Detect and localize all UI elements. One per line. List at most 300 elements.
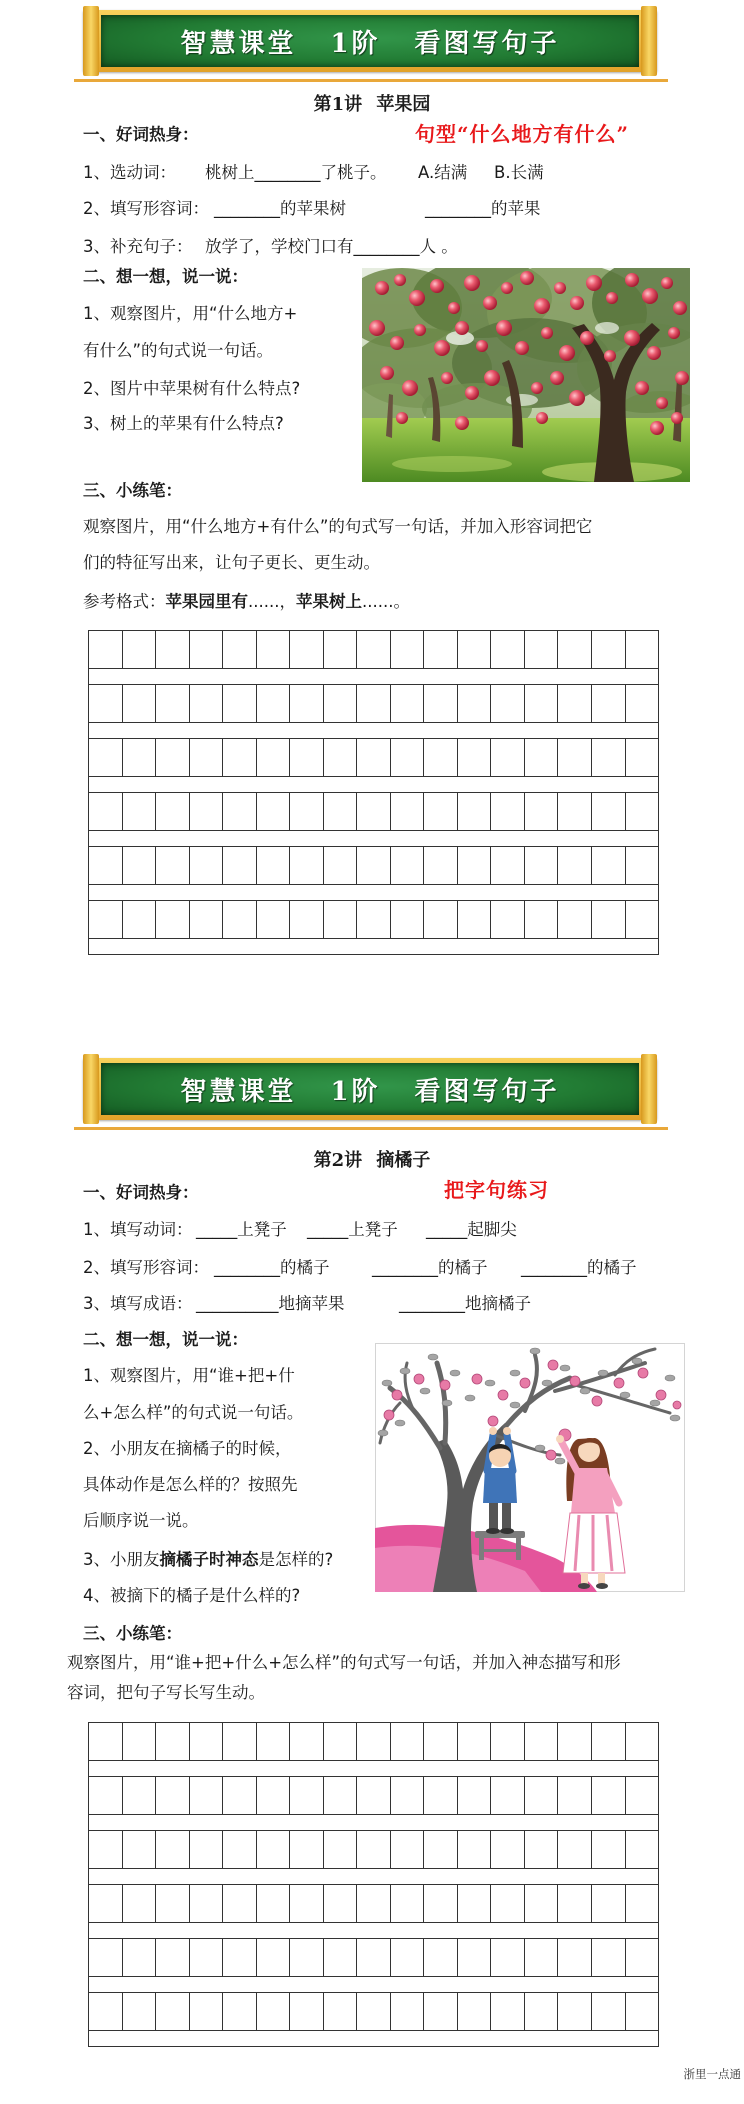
grid-cell	[491, 1777, 525, 1814]
discuss-line: 具体动作是怎么样的？按照先	[83, 1475, 298, 1494]
grid-cell	[391, 847, 425, 884]
grid-cell	[223, 1939, 257, 1976]
q2-blank-1: ________的苹果树	[214, 199, 346, 218]
grid-cell	[525, 739, 559, 776]
grid-cell	[190, 847, 224, 884]
grid-cell	[525, 1777, 559, 1814]
grid-cell	[458, 1777, 492, 1814]
grid-cell	[558, 847, 592, 884]
q3-label: 3、补充句子：	[83, 237, 193, 256]
grid-cell	[223, 1723, 257, 1760]
discuss-heading: 二、想一想，说一说：	[83, 267, 248, 286]
discuss-line: 3、树上的苹果有什么特点?	[83, 414, 284, 433]
grid-cell	[558, 685, 592, 722]
grid-spacer-strip	[89, 939, 658, 954]
grid-cell	[324, 1831, 358, 1868]
practice-line: 观察图片，用“谁+把+什么+怎么样”的句式写一句话，并加入神态描写和形	[67, 1653, 621, 1672]
banner-subject: 看图写句子	[414, 28, 560, 59]
grid-cell	[592, 631, 626, 668]
grid-cell	[558, 1993, 592, 2030]
grid-cell	[156, 1777, 190, 1814]
discuss-line: 2、图片中苹果树有什么特点?	[83, 379, 301, 398]
practice-heading: 三、小练笔：	[83, 481, 182, 500]
grid-cell	[156, 1993, 190, 2030]
grid-cell	[357, 1885, 391, 1922]
grid-spacer-strip	[89, 2031, 658, 2046]
grid-cell	[458, 1723, 492, 1760]
sentence-pattern-label: 句型“什么地方有什么”	[415, 122, 630, 146]
grid-cell	[558, 1777, 592, 1814]
grid-cell	[424, 685, 458, 722]
grid-cell	[156, 631, 190, 668]
grid-cell	[458, 1993, 492, 2030]
grid-cell	[190, 739, 224, 776]
grid-cell	[190, 1831, 224, 1868]
grid-cell	[626, 901, 659, 938]
banner-subject: 看图写句子	[414, 1076, 560, 1107]
grid-cell	[123, 685, 157, 722]
grid-cell	[592, 847, 626, 884]
banner-text	[101, 15, 639, 67]
grid-cell	[89, 685, 123, 722]
banner-post-left	[83, 6, 99, 76]
q3-prefix: 3、小朋友	[83, 1550, 160, 1569]
grid-cell	[357, 739, 391, 776]
grid-cell	[324, 793, 358, 830]
grid-row	[89, 685, 658, 723]
grid-cell	[558, 1723, 592, 1760]
grid-cell	[558, 739, 592, 776]
grid-cell	[156, 1939, 190, 1976]
grid-cell	[290, 1831, 324, 1868]
writing-grid-lesson2	[88, 1722, 659, 2047]
grid-cell	[257, 793, 291, 830]
grid-cell	[324, 631, 358, 668]
discuss-line: 1、观察图片，用“什么地方+	[83, 304, 298, 323]
grid-cell	[458, 739, 492, 776]
q3-blank-2: ________地摘橘子	[399, 1294, 531, 1313]
grid-cell	[223, 901, 257, 938]
discuss-line: 2、小朋友在摘橘子的时候，	[83, 1439, 292, 1458]
grid-cell	[324, 1993, 358, 2030]
grid-cell	[223, 847, 257, 884]
grid-cell	[290, 793, 324, 830]
grid-row	[89, 1939, 658, 1977]
grid-cell	[391, 685, 425, 722]
grid-cell	[592, 1723, 626, 1760]
grid-spacer-strip	[89, 1815, 658, 1831]
reference-text: ......，	[248, 592, 296, 611]
grid-cell	[391, 739, 425, 776]
grid-cell	[89, 793, 123, 830]
grid-cell	[626, 631, 659, 668]
grid-cell	[391, 1939, 425, 1976]
grid-cell	[89, 1939, 123, 1976]
grid-cell	[223, 1885, 257, 1922]
grid-cell	[391, 1831, 425, 1868]
grid-cell	[190, 1939, 224, 1976]
grid-cell	[89, 1777, 123, 1814]
grid-cell	[290, 1885, 324, 1922]
q2-label: 2、填写形容词：	[83, 199, 209, 218]
grid-spacer-strip	[89, 1761, 658, 1777]
grid-cell	[391, 1885, 425, 1922]
grid-cell	[357, 1831, 391, 1868]
grid-cell	[558, 1885, 592, 1922]
grid-cell	[89, 847, 123, 884]
grid-cell	[458, 1831, 492, 1868]
grid-cell	[89, 1993, 123, 2030]
q3-suffix: 是怎样的?	[258, 1550, 334, 1569]
grid-cell	[525, 901, 559, 938]
grid-cell	[626, 1885, 659, 1922]
grid-cell	[257, 847, 291, 884]
grid-cell	[626, 847, 659, 884]
grid-spacer-strip	[89, 777, 658, 793]
reference-bold: 苹果树上	[295, 592, 362, 611]
reference-format	[83, 591, 410, 613]
grid-cell	[89, 901, 123, 938]
grid-cell	[626, 1993, 659, 2030]
grid-cell	[223, 631, 257, 668]
grid-cell	[391, 901, 425, 938]
grid-cell	[491, 1885, 525, 1922]
grid-cell	[391, 1993, 425, 2030]
grid-cell	[223, 739, 257, 776]
grid-spacer-strip	[89, 885, 658, 901]
grid-cell	[424, 1939, 458, 1976]
lesson1-banner	[83, 6, 657, 76]
grid-cell	[626, 685, 659, 722]
grid-cell	[324, 1723, 358, 1760]
grid-cell	[491, 1723, 525, 1760]
grid-cell	[190, 1885, 224, 1922]
grid-cell	[290, 1993, 324, 2030]
grid-cell	[257, 1831, 291, 1868]
grid-spacer-strip	[89, 723, 658, 739]
lesson1-title: 第1讲 苹果园	[313, 94, 431, 115]
grid-cell	[391, 793, 425, 830]
grid-cell	[558, 631, 592, 668]
q3-blank-1: __________地摘苹果	[196, 1294, 345, 1313]
grid-cell	[156, 1885, 190, 1922]
picking-oranges-illustration	[375, 1343, 685, 1592]
grid-cell	[458, 847, 492, 884]
grid-cell	[525, 793, 559, 830]
grid-row	[89, 847, 658, 885]
warmup-heading: 一、好词热身：	[83, 125, 199, 144]
grid-cell	[123, 847, 157, 884]
grid-cell	[424, 793, 458, 830]
q2-blank-3: ________的橘子	[521, 1258, 637, 1277]
grid-cell	[190, 1723, 224, 1760]
q1-label: 1、填写动词：	[83, 1220, 193, 1239]
grid-cell	[592, 1831, 626, 1868]
grid-cell	[324, 685, 358, 722]
grid-cell	[592, 1939, 626, 1976]
grid-cell	[525, 1831, 559, 1868]
grid-cell	[357, 901, 391, 938]
grid-cell	[324, 1885, 358, 1922]
grid-cell	[357, 1777, 391, 1814]
q1-option-b: B.长满	[494, 163, 544, 182]
practice-line: 们的特征写出来，让句子更长、更生动。	[83, 553, 380, 572]
grid-cell	[324, 847, 358, 884]
lesson2-banner	[83, 1054, 657, 1124]
footer-watermark: 浙里一点通	[683, 2067, 741, 2081]
grid-cell	[558, 1939, 592, 1976]
grid-cell	[223, 793, 257, 830]
grid-cell	[391, 1777, 425, 1814]
q2-blank-1: ________的橘子	[214, 1258, 330, 1277]
grid-cell	[525, 685, 559, 722]
grid-cell	[257, 1993, 291, 2030]
grid-cell	[257, 631, 291, 668]
grid-cell	[257, 739, 291, 776]
grid-cell	[525, 1939, 559, 1976]
q1-sentence: 桃树上________了桃子。	[205, 163, 387, 182]
grid-spacer-strip	[89, 1869, 658, 1885]
grid-cell	[458, 1885, 492, 1922]
grid-cell	[123, 1885, 157, 1922]
grid-cell	[424, 1723, 458, 1760]
banner-post-right	[641, 1054, 657, 1124]
grid-cell	[156, 847, 190, 884]
reference-text: ......。	[361, 592, 410, 611]
grid-cell	[525, 1885, 559, 1922]
grid-spacer-strip	[89, 831, 658, 847]
grid-cell	[558, 901, 592, 938]
grid-cell	[525, 847, 559, 884]
grid-cell	[458, 901, 492, 938]
grid-cell	[592, 1993, 626, 2030]
grid-cell	[123, 631, 157, 668]
q1-blank-1: _____上凳子	[196, 1220, 287, 1239]
q2-blank-2: ________的苹果	[425, 199, 541, 218]
grid-cell	[290, 685, 324, 722]
discuss-line-q3	[83, 1549, 333, 1571]
grid-cell	[324, 1777, 358, 1814]
banner-level: 1阶	[330, 28, 381, 59]
grid-cell	[190, 901, 224, 938]
grid-cell	[89, 739, 123, 776]
grid-cell	[156, 1723, 190, 1760]
grid-cell	[324, 739, 358, 776]
discuss-line: 1、观察图片，用“谁+把+什	[83, 1366, 295, 1385]
grid-cell	[626, 793, 659, 830]
grid-cell	[190, 793, 224, 830]
grid-cell	[357, 1939, 391, 1976]
grid-cell	[257, 901, 291, 938]
reference-label: 参考格式：	[83, 592, 166, 611]
grid-cell	[123, 1777, 157, 1814]
discuss-line: 么+怎么样”的句式说一句话。	[83, 1403, 304, 1422]
banner-brand: 智慧课堂	[180, 28, 297, 59]
grid-cell	[424, 847, 458, 884]
grid-cell	[491, 1993, 525, 2030]
discuss-line: 有什么”的句式说一句话。	[83, 341, 274, 360]
banner-underline	[74, 1127, 668, 1130]
grid-cell	[324, 901, 358, 938]
chalkboard	[101, 1063, 639, 1115]
grid-cell	[558, 1831, 592, 1868]
discuss-line-q4: 4、被摘下的橘子是什么样的?	[83, 1586, 301, 1605]
grid-cell	[223, 1777, 257, 1814]
grid-row	[89, 739, 658, 777]
grid-cell	[290, 739, 324, 776]
grid-cell	[156, 739, 190, 776]
grid-cell	[491, 631, 525, 668]
q2-blank-2: ________的橘子	[372, 1258, 488, 1277]
q3-sentence: 放学了，学校门口有________人 。	[205, 237, 458, 256]
banner-level: 1阶	[330, 1076, 381, 1107]
grid-cell	[257, 1777, 291, 1814]
grid-cell	[592, 739, 626, 776]
grid-cell	[491, 1939, 525, 1976]
practice-line: 观察图片，用“什么地方+有什么”的句式写一句话，并加入形容词把它	[83, 517, 593, 536]
apple-orchard-photo	[362, 268, 690, 482]
grid-cell	[424, 1885, 458, 1922]
grid-cell	[156, 1831, 190, 1868]
grid-cell	[123, 1831, 157, 1868]
grid-cell	[123, 1723, 157, 1760]
banner-underline	[74, 79, 668, 82]
grid-cell	[89, 1723, 123, 1760]
grid-cell	[626, 1723, 659, 1760]
grid-cell	[223, 685, 257, 722]
grid-cell	[290, 631, 324, 668]
grid-cell	[491, 1831, 525, 1868]
grid-cell	[357, 631, 391, 668]
grid-cell	[592, 1885, 626, 1922]
grid-cell	[156, 793, 190, 830]
q1-blank-2: _____上凳子	[307, 1220, 398, 1239]
grid-cell	[357, 685, 391, 722]
grid-cell	[290, 1939, 324, 1976]
grid-cell	[357, 1993, 391, 2030]
grid-cell	[156, 901, 190, 938]
grid-cell	[357, 793, 391, 830]
grid-cell	[525, 1993, 559, 2030]
grid-row	[89, 793, 658, 831]
grid-cell	[626, 1939, 659, 1976]
warmup-heading: 一、好词热身：	[83, 1183, 199, 1202]
grid-cell	[626, 1831, 659, 1868]
q2-label: 2、填写形容词：	[83, 1258, 209, 1277]
grid-cell	[123, 1939, 157, 1976]
grid-cell	[89, 1831, 123, 1868]
discuss-heading: 二、想一想，说一说：	[83, 1330, 248, 1349]
grid-cell	[424, 901, 458, 938]
sentence-pattern-label: 把字句练习	[444, 1178, 549, 1202]
q1-label: 1、选动词：	[83, 163, 176, 182]
grid-cell	[123, 793, 157, 830]
grid-cell	[391, 631, 425, 668]
grid-cell	[458, 631, 492, 668]
grid-cell	[424, 1993, 458, 2030]
banner-text	[101, 1063, 639, 1115]
grid-cell	[491, 901, 525, 938]
grid-cell	[424, 1831, 458, 1868]
grid-cell	[290, 847, 324, 884]
grid-cell	[257, 1939, 291, 1976]
grid-cell	[491, 793, 525, 830]
grid-cell	[123, 1993, 157, 2030]
grid-cell	[391, 1723, 425, 1760]
grid-cell	[491, 739, 525, 776]
grid-cell	[525, 1723, 559, 1760]
grid-cell	[592, 793, 626, 830]
banner-post-right	[641, 6, 657, 76]
grid-cell	[424, 1777, 458, 1814]
grid-cell	[592, 901, 626, 938]
grid-cell	[491, 685, 525, 722]
grid-cell	[89, 631, 123, 668]
grid-row	[89, 1993, 658, 2031]
grid-cell	[458, 685, 492, 722]
grid-cell	[558, 793, 592, 830]
grid-spacer-strip	[89, 669, 658, 685]
grid-row	[89, 1831, 658, 1869]
grid-row	[89, 1885, 658, 1923]
grid-cell	[190, 1993, 224, 2030]
chalkboard	[101, 15, 639, 67]
grid-row	[89, 1777, 658, 1815]
grid-cell	[290, 1723, 324, 1760]
grid-cell	[458, 1939, 492, 1976]
grid-spacer-strip	[89, 1923, 658, 1939]
grid-cell	[491, 847, 525, 884]
grid-cell	[190, 685, 224, 722]
grid-cell	[123, 739, 157, 776]
grid-cell	[290, 901, 324, 938]
q1-option-a: A.结满	[418, 163, 468, 182]
grid-cell	[324, 1939, 358, 1976]
grid-row	[89, 901, 658, 939]
practice-heading: 三、小练笔：	[83, 1624, 182, 1643]
grid-cell	[626, 739, 659, 776]
discuss-line: 后顺序说一说。	[83, 1511, 199, 1530]
grid-cell	[190, 631, 224, 668]
reference-bold: 苹果园里有	[165, 592, 248, 611]
grid-cell	[458, 793, 492, 830]
grid-cell	[257, 1885, 291, 1922]
q3-label: 3、填写成语：	[83, 1294, 193, 1313]
grid-cell	[89, 1885, 123, 1922]
banner-post-left	[83, 1054, 99, 1124]
grid-cell	[525, 631, 559, 668]
grid-row	[89, 631, 658, 669]
grid-cell	[223, 1831, 257, 1868]
grid-spacer-strip	[89, 1977, 658, 1993]
grid-row	[89, 1723, 658, 1761]
writing-grid-lesson1	[88, 630, 659, 955]
banner-brand: 智慧课堂	[180, 1076, 297, 1107]
practice-line: 容词，把句子写长写生动。	[67, 1683, 265, 1702]
grid-cell	[257, 1723, 291, 1760]
grid-cell	[424, 739, 458, 776]
grid-cell	[156, 685, 190, 722]
grid-cell	[592, 685, 626, 722]
q3-bold: 摘橘子时神态	[159, 1550, 259, 1569]
grid-cell	[424, 631, 458, 668]
lesson2-title: 第2讲 摘橘子	[313, 1150, 431, 1171]
grid-cell	[357, 847, 391, 884]
grid-cell	[626, 1777, 659, 1814]
grid-cell	[223, 1993, 257, 2030]
grid-cell	[257, 685, 291, 722]
q1-blank-3: _____起脚尖	[426, 1220, 517, 1239]
